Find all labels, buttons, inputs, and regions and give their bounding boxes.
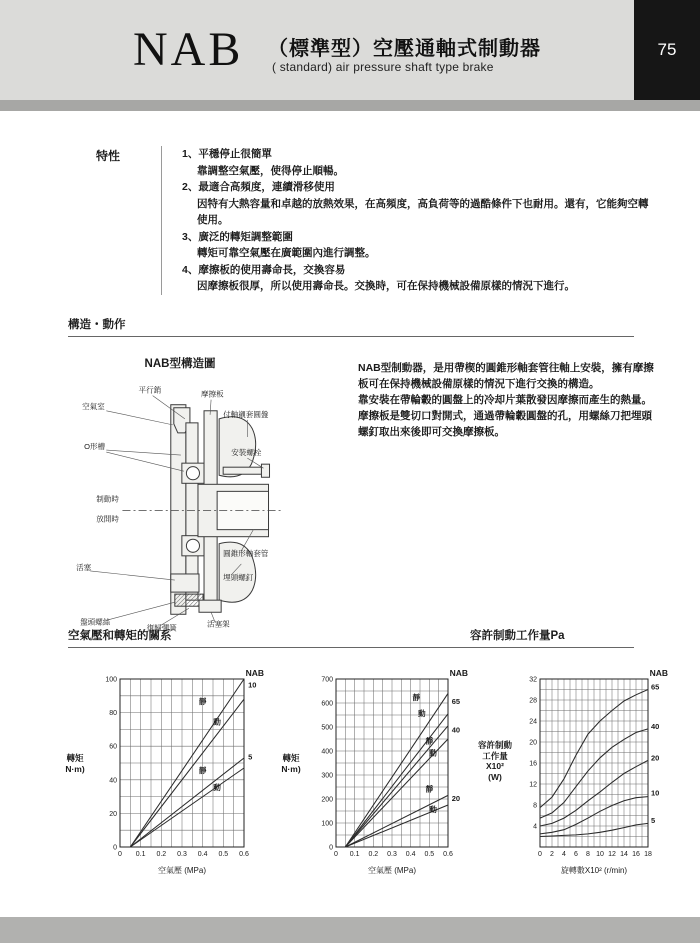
feature-detail: 靠調整空氣壓，使得停止順暢。 — [197, 164, 344, 177]
feature-detail: 轉矩可靠空氣壓在廣範圍內進行調整。 — [197, 247, 376, 259]
svg-text:6: 6 — [574, 851, 578, 858]
svg-text:100: 100 — [321, 820, 333, 828]
svg-text:12: 12 — [608, 851, 616, 858]
svg-text:旋轉數X10² (r/min): 旋轉數X10² (r/min) — [560, 866, 628, 875]
svg-text:安裝螺栓: 安裝螺栓 — [231, 448, 262, 458]
svg-text:20: 20 — [109, 810, 117, 818]
page-number: 75 — [657, 40, 677, 59]
svg-text:80: 80 — [109, 710, 117, 718]
svg-text:放開時: 放開時 — [96, 514, 119, 524]
svg-text:動: 動 — [213, 717, 221, 727]
feature-item — [182, 146, 658, 179]
chart-plot — [310, 668, 470, 882]
svg-text:NAB: NAB — [649, 668, 668, 678]
svg-text:40: 40 — [109, 777, 117, 785]
feature-detail: 因摩擦板很厚，所以使用壽命長。交換時，可在保持機械設備原樣的情況下進行。 — [197, 280, 575, 292]
svg-text:14: 14 — [620, 851, 628, 858]
structure-section-heading — [68, 316, 634, 337]
feature-detail: 因特有大熱容量和卓越的放熱效果，在高頻度，高負荷等的過酷條件下也耐用。還有，它能夠空轉使用。 — [197, 197, 649, 226]
svg-text:0.6: 0.6 — [443, 851, 453, 858]
svg-text:0.4: 0.4 — [405, 851, 416, 858]
svg-text:10: 10 — [596, 851, 604, 858]
svg-text:0.1: 0.1 — [349, 851, 360, 858]
svg-text:4: 4 — [533, 823, 537, 831]
charts-section — [56, 668, 670, 882]
svg-text:300: 300 — [321, 772, 333, 780]
svg-text:0: 0 — [329, 844, 333, 852]
y-axis-label: 容許制動 工作量 X10² (W) — [477, 740, 512, 782]
svg-text:動: 動 — [418, 709, 426, 719]
svg-text:盤頭螺絲: 盤頭螺絲 — [80, 617, 111, 627]
svg-text:18: 18 — [644, 851, 652, 858]
svg-text:200: 200 — [321, 796, 333, 804]
diagram-drawing — [171, 405, 270, 615]
svg-text:24: 24 — [529, 718, 537, 726]
diagram-svg — [64, 376, 336, 644]
product-name: NAB — [133, 23, 244, 76]
chart-plot — [514, 668, 670, 882]
svg-text:動: 動 — [429, 748, 437, 758]
svg-text:12: 12 — [529, 781, 537, 789]
svg-text:0.5: 0.5 — [218, 851, 229, 858]
page-header — [0, 0, 700, 100]
y-axis-label: 轉矩 N·m) — [281, 753, 301, 774]
structure-description — [358, 360, 654, 440]
svg-text:復歸彈簧: 復歸彈簧 — [146, 623, 177, 633]
svg-text:0: 0 — [334, 851, 338, 858]
features-list — [161, 146, 658, 295]
svg-text:40: 40 — [451, 725, 461, 735]
svg-text:32: 32 — [529, 676, 537, 684]
footer-bar — [0, 917, 700, 943]
chart-allowable-braking-capacity — [476, 668, 670, 882]
relation-left-heading: 空氣壓和轉矩的關系 — [68, 630, 172, 642]
feature-title: 4、摩擦板的使用壽命長，交換容易 — [182, 263, 346, 276]
svg-text:活塞: 活塞 — [76, 562, 92, 572]
svg-text:0.4: 0.4 — [197, 851, 208, 858]
svg-text:靜: 靜 — [425, 784, 434, 794]
svg-text:靜: 靜 — [412, 693, 421, 703]
svg-text:16: 16 — [632, 851, 640, 858]
svg-text:靜: 靜 — [198, 697, 207, 707]
svg-text:制動時: 制動時 — [96, 494, 119, 504]
page-title-chinese: （標準型）空壓通軸式制動器 — [268, 38, 541, 60]
svg-text:NAB: NAB — [245, 668, 264, 678]
svg-text:100: 100 — [105, 676, 117, 684]
svg-text:65: 65 — [451, 697, 461, 707]
feature-title: 1、平穩停止很簡單 — [182, 148, 272, 160]
feature-item — [182, 262, 658, 295]
page-number-box — [634, 0, 700, 100]
features-heading: 特性 — [96, 149, 121, 163]
svg-text:空氣室: 空氣室 — [82, 401, 105, 411]
svg-text:10: 10 — [248, 680, 257, 690]
svg-text:0.1: 0.1 — [135, 851, 146, 858]
chart-plot — [94, 668, 266, 882]
diagram-title: NAB型構造圖 — [144, 358, 216, 370]
svg-text:靜: 靜 — [425, 736, 434, 746]
svg-text:0.3: 0.3 — [177, 851, 187, 858]
svg-text:4: 4 — [562, 851, 566, 858]
svg-text:靜: 靜 — [198, 766, 207, 776]
svg-text:O形槽: O形槽 — [84, 442, 106, 452]
svg-text:0: 0 — [113, 844, 117, 852]
svg-text:2: 2 — [550, 851, 554, 858]
relation-right-heading: 容許制動工作量Pa — [470, 630, 565, 642]
svg-text:400: 400 — [321, 748, 333, 756]
svg-text:0.2: 0.2 — [156, 851, 167, 858]
svg-text:摩擦板: 摩擦板 — [201, 389, 224, 399]
svg-text:20: 20 — [651, 753, 660, 763]
svg-text:600: 600 — [321, 700, 333, 708]
svg-text:20: 20 — [451, 793, 461, 803]
svg-text:0.6: 0.6 — [239, 851, 249, 858]
description-paragraph: 摩擦板是雙切口對開式，通過帶輪轂圓盤的孔，用螺絲刀把埋頭螺釘取出來後即可交換摩擦板。 — [358, 410, 652, 438]
brake-cross-section-diagram — [64, 376, 336, 644]
feature-item — [182, 229, 658, 262]
svg-text:16: 16 — [529, 760, 537, 768]
svg-text:40: 40 — [651, 721, 660, 731]
structure-heading-text: 構造・動作 — [68, 319, 126, 331]
svg-text:NAB: NAB — [449, 668, 468, 678]
features-section — [70, 146, 658, 295]
svg-text:8: 8 — [533, 802, 537, 810]
svg-text:空氣壓 (MPa): 空氣壓 (MPa) — [368, 866, 416, 875]
page-title-english: ( standard) air pressure shaft type brake — [272, 60, 494, 74]
svg-text:8: 8 — [586, 851, 590, 858]
svg-text:動: 動 — [213, 782, 221, 792]
svg-text:0.3: 0.3 — [387, 851, 397, 858]
svg-text:20: 20 — [529, 739, 537, 747]
svg-text:動: 動 — [429, 805, 437, 815]
svg-text:5: 5 — [651, 815, 656, 825]
description-paragraph: NAB型制動器，是用帶楔的圓錐形軸套管往軸上安裝，擁有摩擦板可在保持機械設備原樣的情況下進行交換的構造。 — [358, 362, 654, 390]
svg-text:0: 0 — [538, 851, 542, 858]
feature-title: 3、廣泛的轉矩調整範圍 — [182, 230, 293, 243]
svg-text:10: 10 — [651, 788, 660, 798]
svg-text:活塞架: 活塞架 — [207, 619, 230, 629]
svg-text:28: 28 — [529, 697, 537, 705]
svg-text:700: 700 — [321, 676, 333, 684]
svg-text:0.2: 0.2 — [368, 851, 379, 858]
feature-item — [182, 179, 658, 229]
chart-torque-pressure-nab20-65 — [272, 668, 470, 882]
feature-title: 2、最適合高頻度，連續滑移使用 — [182, 181, 335, 193]
svg-text:5: 5 — [248, 752, 253, 762]
header-divider-bar — [0, 100, 700, 111]
svg-text:60: 60 — [109, 743, 117, 751]
svg-text:空氣壓 (MPa): 空氣壓 (MPa) — [158, 866, 206, 875]
svg-text:圓錐形軸套管: 圓錐形軸套管 — [223, 548, 269, 558]
relation-section-heading — [68, 627, 634, 648]
svg-text:0: 0 — [118, 851, 122, 858]
svg-text:埋頭螺釘: 埋頭螺釘 — [223, 573, 254, 583]
svg-text:0.5: 0.5 — [424, 851, 435, 858]
y-axis-label: 轉矩 N·m) — [65, 753, 85, 774]
chart-torque-pressure-nab5-10 — [56, 668, 266, 882]
svg-text:500: 500 — [321, 724, 333, 732]
svg-text:平行銷: 平行銷 — [138, 385, 162, 395]
svg-text:付軸襯套圓盤: 付軸襯套圓盤 — [223, 409, 269, 419]
svg-text:65: 65 — [651, 682, 660, 692]
description-paragraph: 靠安裝在帶輪轂的圓盤上的冷却片葉散發因摩擦而產生的熱量。 — [358, 394, 652, 406]
